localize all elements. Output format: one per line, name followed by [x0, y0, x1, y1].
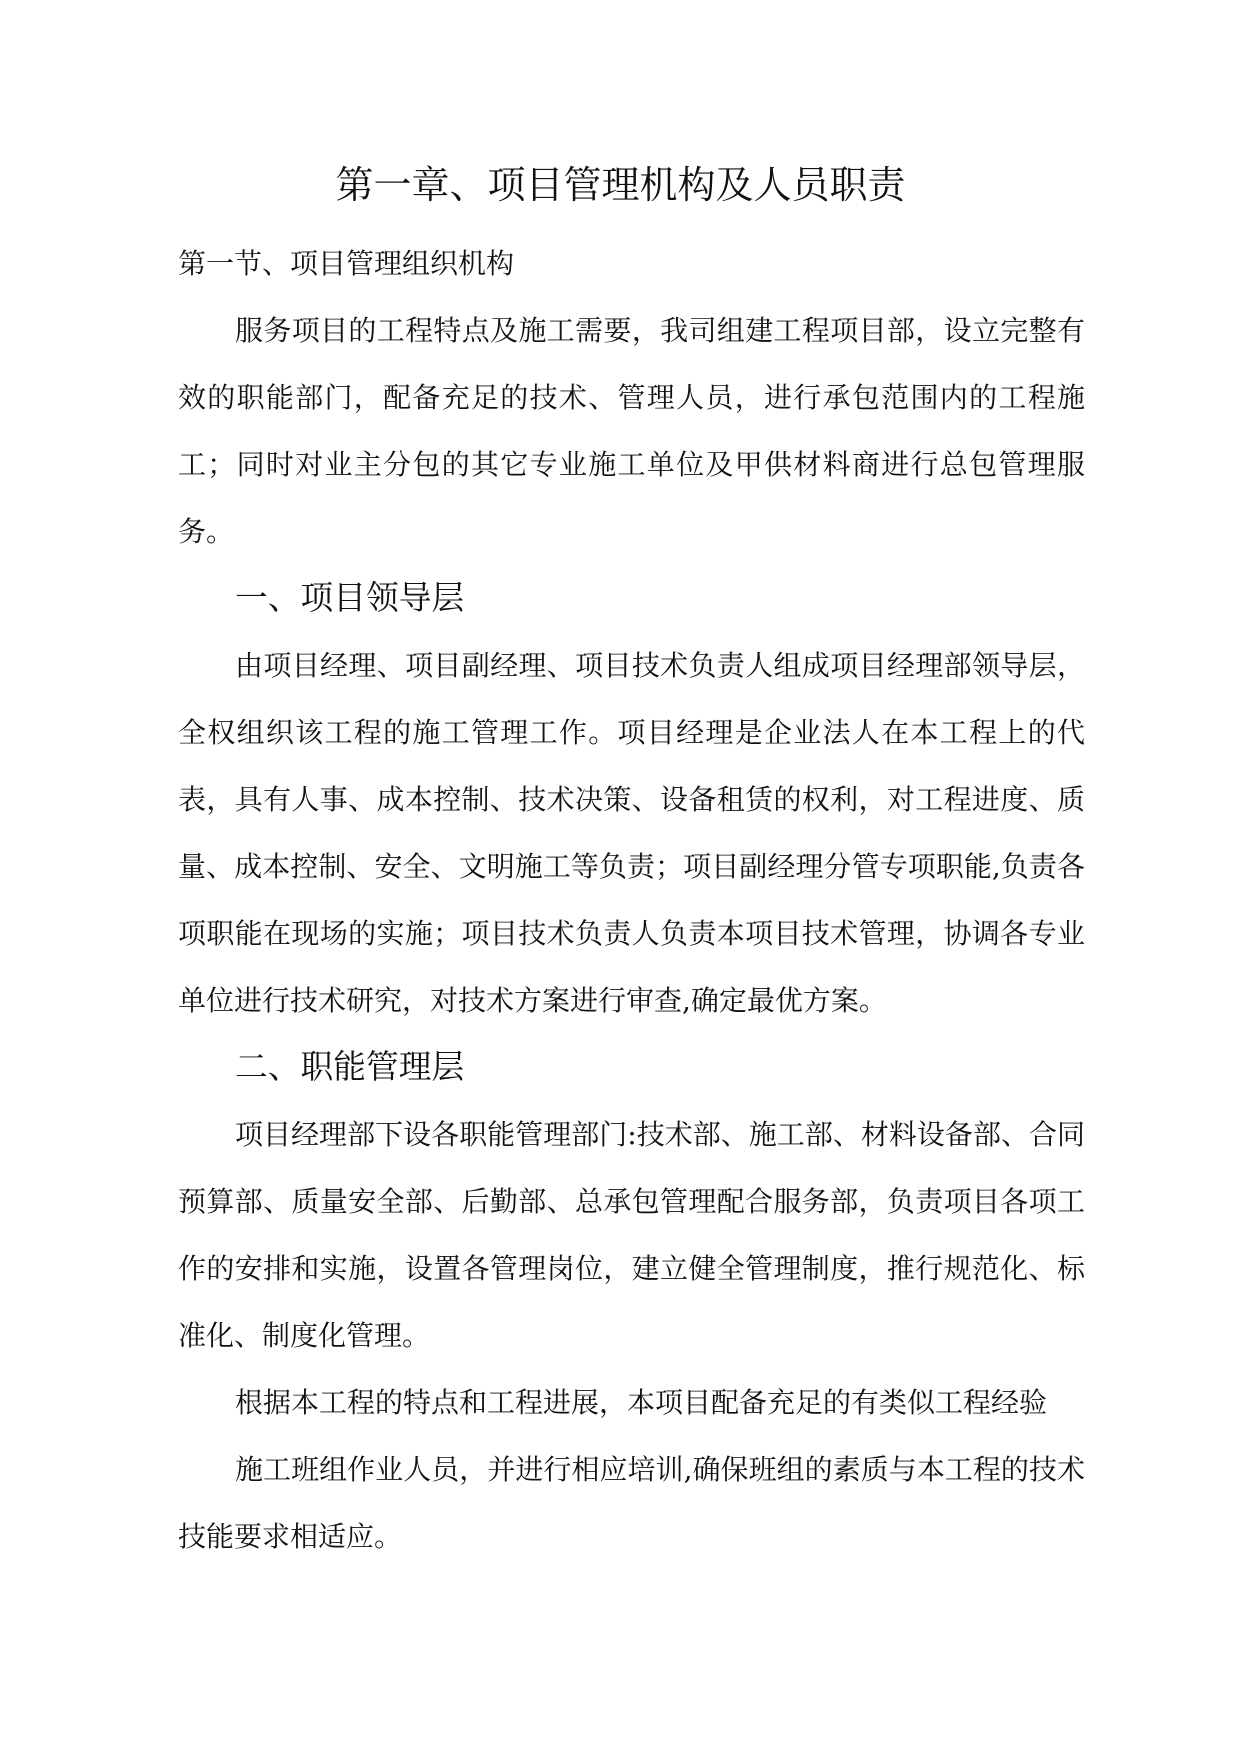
functional-paragraph: 项目经理部下设各职能管理部门:技术部、施工部、材料设备部、合同预算部、质量安全部、后勤部、总承包管理配合服务部，负责项目各项工作的安排和实施，设置各管理岗位，建立健全管理制度，推行规范化、标准化、制度化管理。: [178, 1118, 1085, 1352]
chapter-title: 第一章、项目管理机构及人员职责: [335, 163, 906, 207]
leadership-heading: 一、项目领导层: [235, 579, 465, 617]
document-body: [178, 230, 1085, 1570]
leadership-paragraph: 由项目经理、项目副经理、项目技术负责人组成项目经理部领导层，全权组织该工程的施工管理工作。项目经理是企业法人在本工程上的代表，具有人事、成本控制、技术决策、设备租赁的权利，对工程进度、质量、成本控制、安全、文明施工等负责；项目副经理分管专项职能,负责各项职能在现场的实施；项目技术负责人负责本项目技术管理，协调各专业单位进行技术研究，对技术方案进行审查,确定最优方案。: [178, 649, 1085, 1017]
functional-heading: 二、职能管理层: [235, 1048, 465, 1086]
staffing-paragraph-1: 根据本工程的特点和工程进展，本项目配备充足的有类似工程经验: [235, 1386, 1048, 1419]
staffing-paragraph-2: 施工班组作业人员，并进行相应培训,确保班组的素质与本工程的技术技能要求相适应。: [178, 1453, 1085, 1553]
intro-paragraph: 服务项目的工程特点及施工需要，我司组建工程项目部，设立完整有效的职能部门，配备充足的技术、管理人员，进行承包范围内的工程施工；同时对业主分包的其它专业施工单位及甲供材料商进行总包管理服务。: [178, 314, 1085, 548]
section-heading: 第一节、项目管理组织机构: [178, 247, 515, 280]
